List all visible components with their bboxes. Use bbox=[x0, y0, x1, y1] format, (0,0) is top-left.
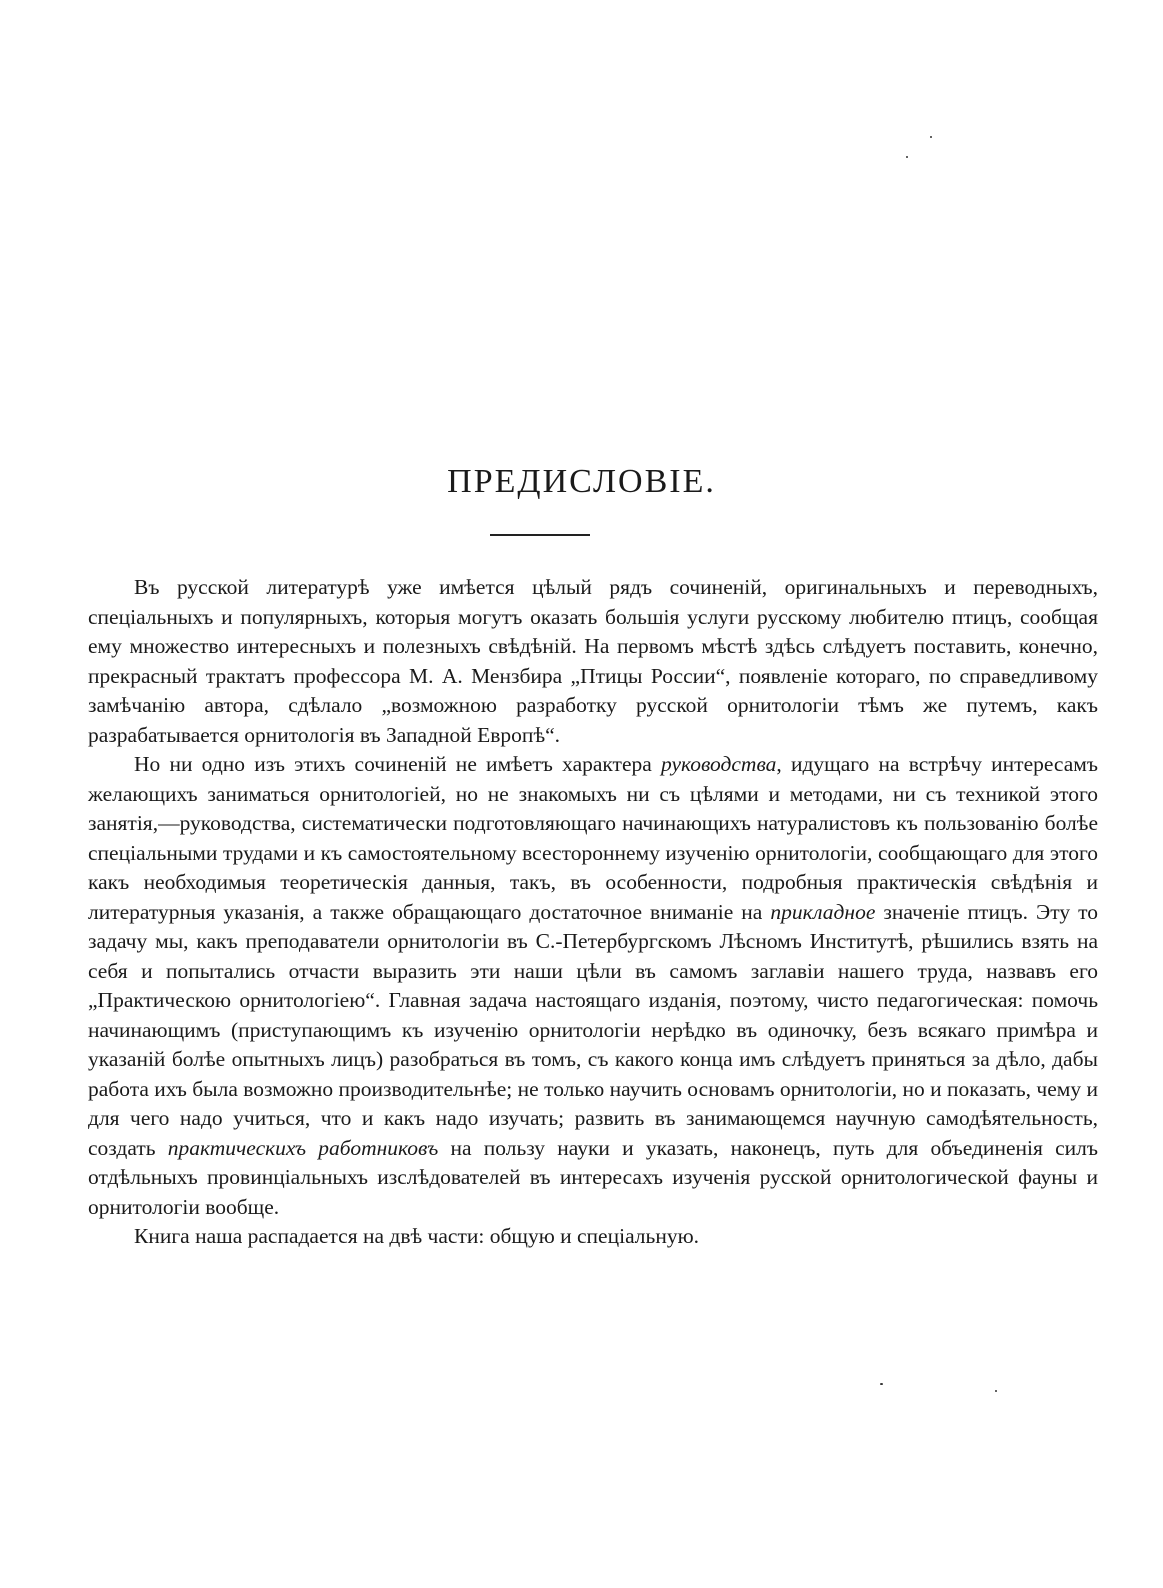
scan-speck bbox=[880, 1383, 883, 1385]
page-title: ПРЕДИСЛОВІЕ. bbox=[447, 463, 716, 500]
scan-speck bbox=[906, 156, 908, 158]
italic-term: руководства bbox=[661, 752, 777, 776]
text-span: на пользу науки и указать, наконецъ, путь для объединенія силъ отдѣльныхъ провинціальныхъ изслѣдователей въ интересахъ изученія русской орнитологической фауны и орнитологіи вообще. bbox=[88, 1135, 1098, 1219]
text-span: Въ русской литературѣ уже имѣется цѣлый рядъ сочиненій, оригинальныхъ и переводныхъ, спеціальныхъ и популярныхъ, которыя могутъ оказать большія услуги русскому любителю птицъ, сообщая ему множество интересныхъ и полезныхъ свѣдѣній. На первомъ мѣстѣ здѣсь слѣдуетъ поставить, конечно, прекрасный трактатъ профессора М. А. Мензбира „Птицы России“, появленіе котораго, по справедливому замѣчанію автора, сдѣлало „возможною разработку русской орнитологіи тѣмъ же путемъ, какъ разрабатывается орнитологія въ Западной Европѣ“. bbox=[88, 575, 1098, 747]
italic-term: практическихъ работниковъ bbox=[167, 1135, 439, 1160]
paragraph-2 bbox=[88, 750, 1098, 1222]
scan-speck bbox=[995, 1390, 997, 1392]
text-span: значеніе птицъ. Эту то задачу мы, какъ преподаватели орнитологіи въ С.-Петербургскомъ Лѣсномъ Институтѣ, рѣшились взять на себя и попытались отчасти выразить эти наши цѣли въ самомъ заглавіи нашего труда, назвавъ его „Практическою орнитологіею“. Главная задача настоящаго изданія, поэтому, чисто педагогическая: помочь начинающимъ (приступающимъ къ изученію орнитологіи нерѣдко въ одиночку, безъ всякаго примѣра и указаній болѣе опытныхъ лицъ) разобраться въ томъ, съ какого конца имъ слѣдуетъ приняться за дѣло, дабы работа ихъ была возможно производительнѣе; не только научить основамъ орнитологіи, но и показать, чему и для чего надо учиться, что и какъ надо изучать; развить въ занимающемся научную самодѣятельность, создать bbox=[88, 899, 1098, 1160]
scan-speck bbox=[930, 136, 932, 138]
title-rule bbox=[490, 534, 590, 536]
paragraph-1 bbox=[88, 573, 1098, 750]
paragraph-3 bbox=[88, 1222, 1098, 1252]
text-span: Но ни одно изъ этихъ сочиненій не имѣетъ характера bbox=[134, 752, 661, 776]
text-span: , идущаго на встрѣчу интересамъ желающихъ заниматься орнитологіей, но не знакомыхъ ни съ цѣлями и методами, ни съ техникой этого занятія,—руководства, систематически подготовляющаго начинающихъ натуралистовъ къ пользованію болѣе спеціальными трудами и къ самостоятельному всестороннему изученію орнитологіи, сообщающаго для этого какъ необходимыя теоретическія данныя, такъ, въ особенности, подробныя практическія свѣдѣнія и литературныя указанія, а также обращающаго достаточное вниманіе на bbox=[88, 752, 1099, 924]
italic-term: прикладное bbox=[770, 899, 876, 924]
text-span: Книга наша распадается на двѣ части: общую и спеціальную. bbox=[134, 1224, 700, 1248]
preface-body bbox=[88, 573, 1098, 1252]
